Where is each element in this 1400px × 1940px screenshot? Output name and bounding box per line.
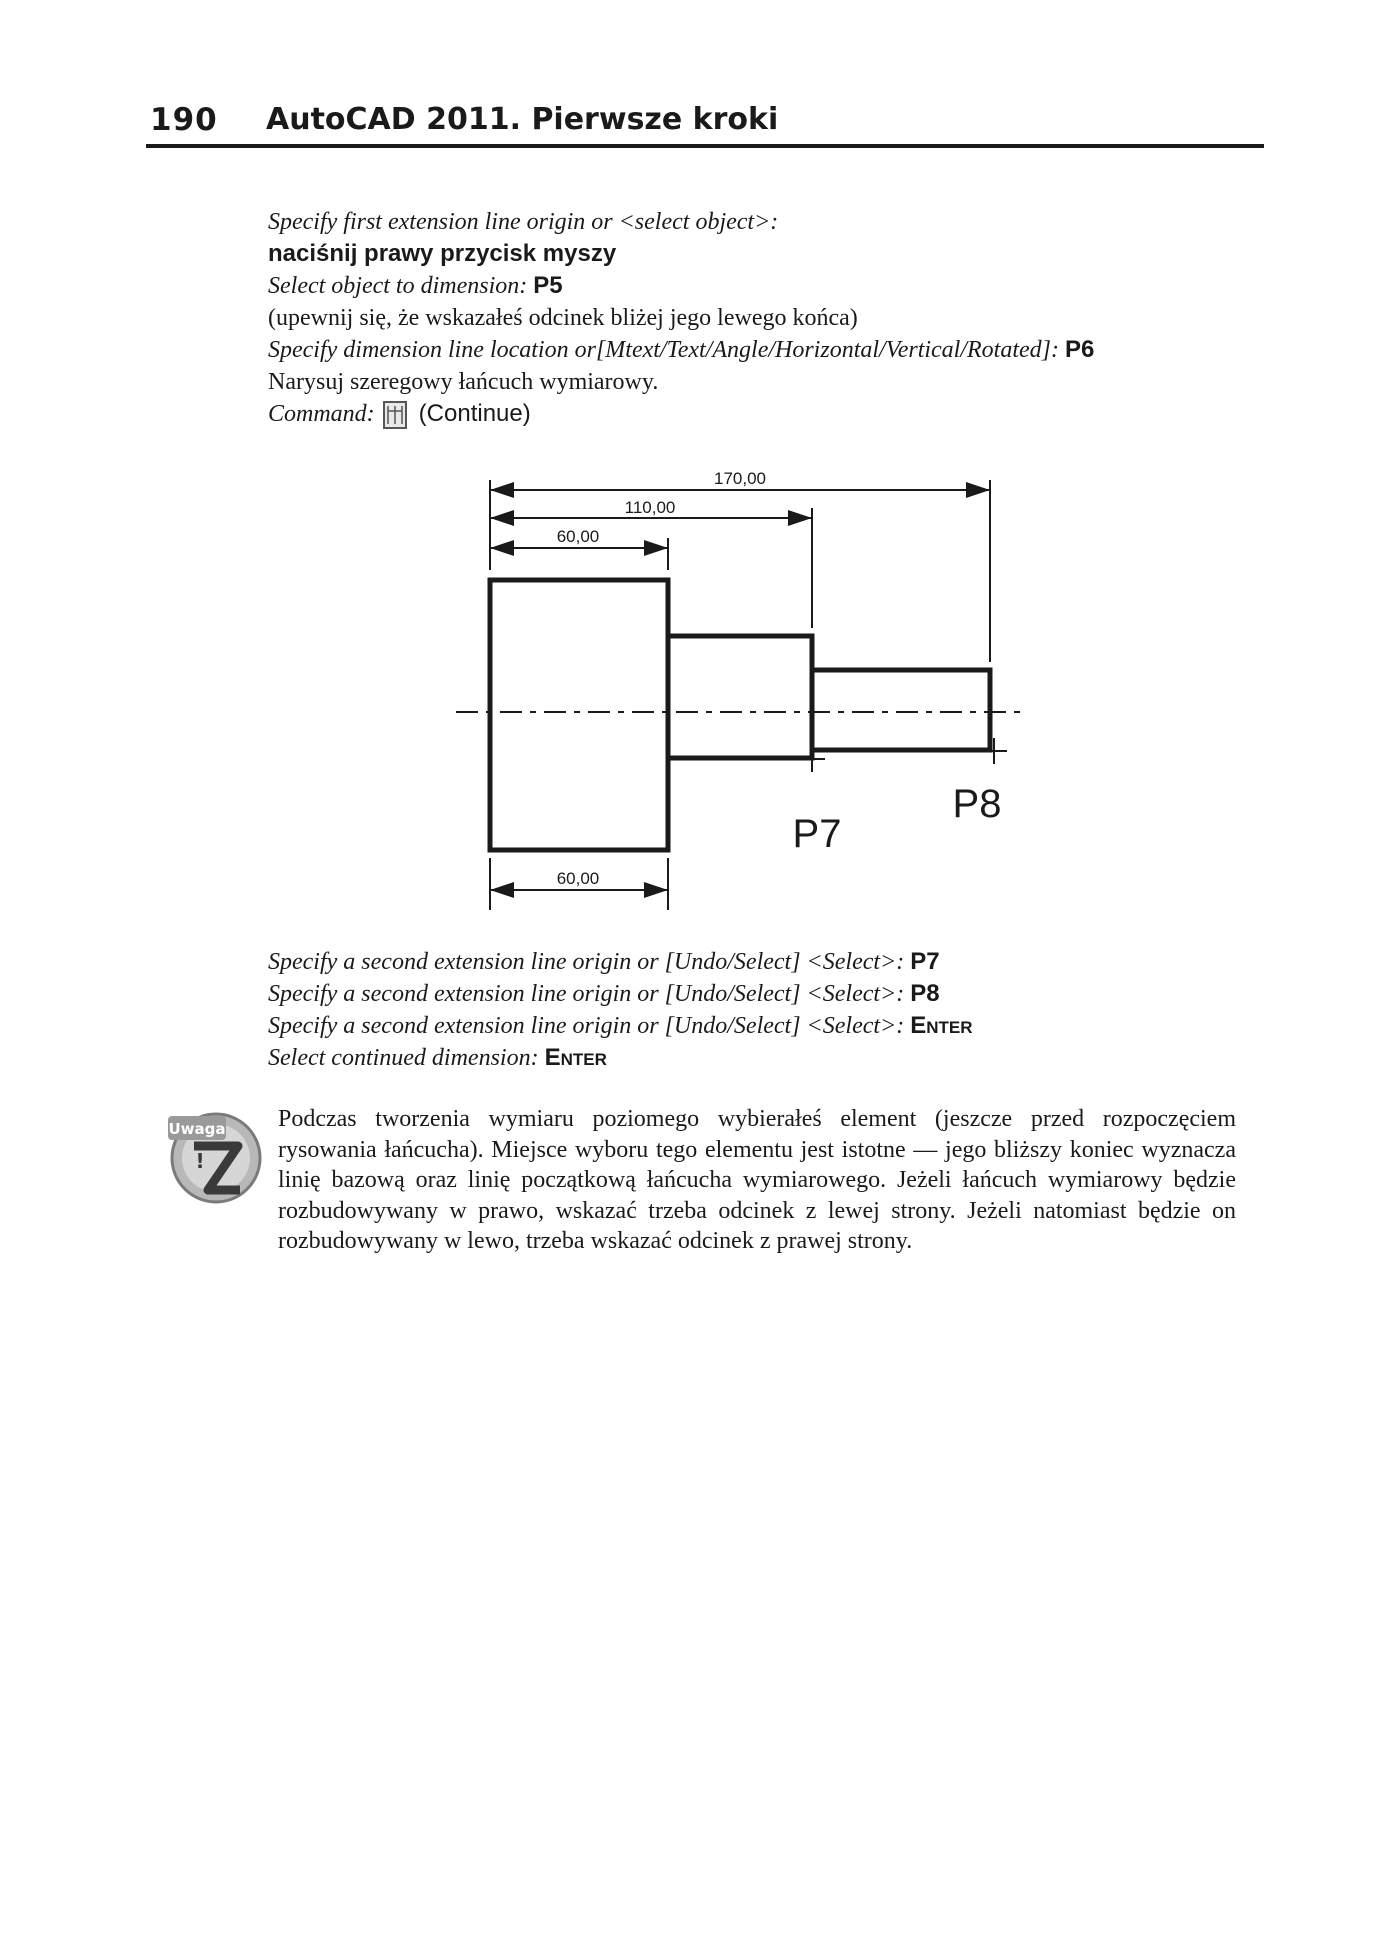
prompt-text: Specify a second extension line origin or [Undo/Select] <Select>: — [268, 981, 905, 1007]
prompt-line — [268, 978, 1268, 1010]
dimension-label-first: 60,00 — [556, 527, 600, 546]
dimension-drawing — [440, 462, 1040, 922]
input-key: P5 — [533, 272, 563, 299]
dimension-label-total: 170,00 — [714, 469, 766, 488]
pick-point-p8-cross — [981, 738, 1007, 764]
part-small-step — [812, 670, 990, 750]
prompt-line — [268, 270, 1268, 302]
book-title: AutoCAD 2011. Pierwsze kroki — [266, 102, 779, 137]
prompt-line — [268, 398, 1268, 430]
svg-text:!: ! — [195, 1149, 205, 1173]
prompt-text: Command: — [268, 401, 375, 427]
page-number: 190 — [150, 102, 218, 138]
instruction-line: naciśnij prawy przycisk myszy — [268, 240, 617, 267]
prompt-text: Specify dimension line location or[Mtext/Text/Angle/Horizontal/Vertical/Rotated]: — [268, 337, 1059, 363]
note-icon-label: Uwaga — [168, 1120, 226, 1138]
prompt-text: Specify a second extension line origin or [Undo/Select] <Select>: — [268, 1013, 905, 1039]
prompt-line — [268, 946, 1268, 978]
pick-point-p7-label: P7 — [792, 812, 842, 856]
prompt-line — [268, 1042, 1268, 1074]
prompt-line — [268, 1010, 1268, 1042]
prompt-line — [268, 334, 1268, 366]
note-paragraph: Podczas tworzenia wymiaru poziomego wybierałeś element (jeszcze przed rozpoczęciem rysowania łańcucha). Miejsce wyboru tego elementu jest istotne — jego bliższy koniec wyznacza linię bazową oraz linię początkową łańcucha wymiarowego. Jeżeli łańcuch wymiarowy będzie rozbudowywany w prawo, wskazać trzeba odcinek z lewej strony. Jeżeli natomiast będzie on rozbudowywany w lewo, trzeba wskazać odcinek z prawej strony. — [278, 1106, 1236, 1254]
input-key: Enter — [544, 1044, 607, 1071]
part-large-cylinder — [490, 580, 668, 850]
comment-line: (upewnij się, że wskazałeś odcinek bliżej jego lewego końca) — [268, 305, 858, 331]
input-key: P7 — [910, 948, 940, 975]
dimension-continue-icon — [383, 401, 407, 429]
note-warning-icon — [164, 1098, 264, 1210]
input-key: Enter — [910, 1012, 973, 1039]
pick-point-p8-label: P8 — [952, 782, 1002, 826]
dimension-label-bottom: 60,00 — [556, 869, 600, 888]
input-key: P8 — [910, 980, 940, 1007]
instruction-line: Narysuj szeregowy łańcuch wymiarowy. — [268, 369, 659, 395]
prompt-line: Specify first extension line origin or <select object>: — [268, 209, 779, 235]
prompt-text: Select continued dimension: — [268, 1045, 539, 1071]
part-middle-step — [668, 636, 812, 758]
dimension-label-mid: 110,00 — [624, 498, 676, 517]
input-key: P6 — [1065, 336, 1095, 363]
command-sequence-1 — [268, 206, 1268, 430]
prompt-text: Specify a second extension line origin or [Undo/Select] <Select>: — [268, 949, 905, 975]
prompt-text: Select object to dimension: — [268, 273, 528, 299]
continue-label: (Continue) — [418, 400, 531, 427]
page-header — [146, 102, 1264, 148]
command-sequence-2 — [268, 946, 1268, 1074]
